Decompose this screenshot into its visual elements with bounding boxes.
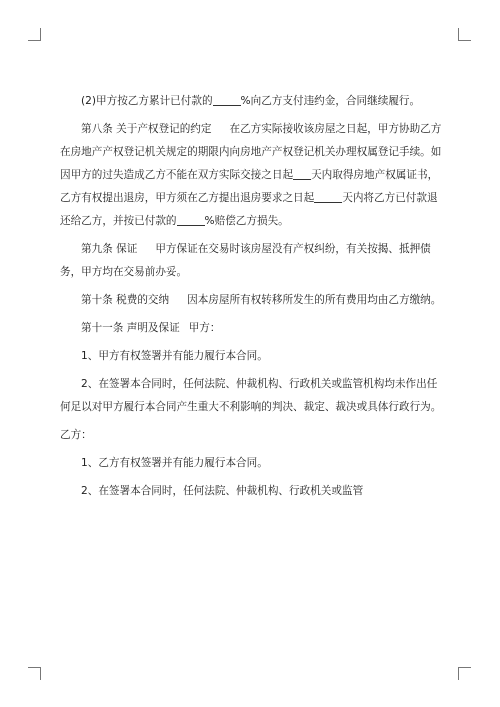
paragraph-breach-penalty [60, 90, 444, 113]
text-segment: %向乙方支付违约金，合同继续履行。 [240, 95, 421, 107]
blank-field [293, 167, 311, 180]
article-title: 第九条 保证 [81, 243, 138, 255]
crop-mark-top-right [458, 28, 471, 41]
article-title: 第八条 关于产权登记的约定 [81, 123, 212, 135]
paragraph-party-b-1: 1、乙方有权签署并有能力履行本合同。 [81, 457, 268, 469]
text-segment: 因本房屋所有权转移所发生的所有费用均由乙方缴纳。 [187, 294, 442, 306]
blank-field [314, 190, 342, 203]
paragraph-article-11 [60, 317, 444, 340]
article-title: 第十条 税费的交纳 [81, 294, 170, 306]
paragraph-party-a-2: 2、在签署本合同时，任何法院、仲裁机构、行政机关或监管机构均未作出任何足以对甲方履行本合同产生重大不利影响的判决、裁定、裁决或具体行政行为。 [60, 378, 442, 413]
paragraph-party-a-1: 1、甲方有权签署并有能力履行本合同。 [81, 350, 268, 362]
paragraph-party-b-label: 乙方： [60, 429, 92, 441]
blank-field [213, 93, 241, 106]
crop-mark-bottom-left [28, 667, 41, 680]
text-segment: 在乙方实际接收该房屋之日起，甲方协助乙方在房地产产权登记机关规定的期限内向房地产产权登记机关办理权属登记手续。如因甲方的过失造成乙方不能在双方实际交接之日起 [60, 123, 442, 181]
text-segment: %赔偿乙方损失。 [204, 215, 289, 227]
paragraph-article-9 [60, 238, 444, 284]
text-segment: 甲方保证在交易时该房屋没有产权纠纷，有关按揭、抵押债务，甲方均在交易前办妥。 [60, 243, 431, 278]
paragraph-article-10 [60, 289, 444, 312]
text-segment: 天内取得房地产权属证书，乙方有权提出退房，甲方须在乙方提出退房要求之日起 [60, 169, 439, 204]
text-segment: 甲方： [188, 322, 221, 334]
crop-mark-bottom-right [458, 667, 471, 680]
paragraph-article-8 [60, 118, 444, 233]
article-title: 第十一条 声明及保证 [81, 322, 180, 334]
crop-mark-top-left [28, 28, 41, 41]
document-body [60, 90, 444, 508]
text-segment: 天内将乙方已付款退还给乙方，并按已付款的 [60, 192, 438, 227]
paragraph-party-b-2: 2、在签署本合同时，任何法院、仲裁机构、行政机关或监管 [81, 485, 364, 497]
blank-field [177, 213, 205, 226]
text-segment: (2)甲方按乙方累计已付款的 [81, 95, 213, 107]
